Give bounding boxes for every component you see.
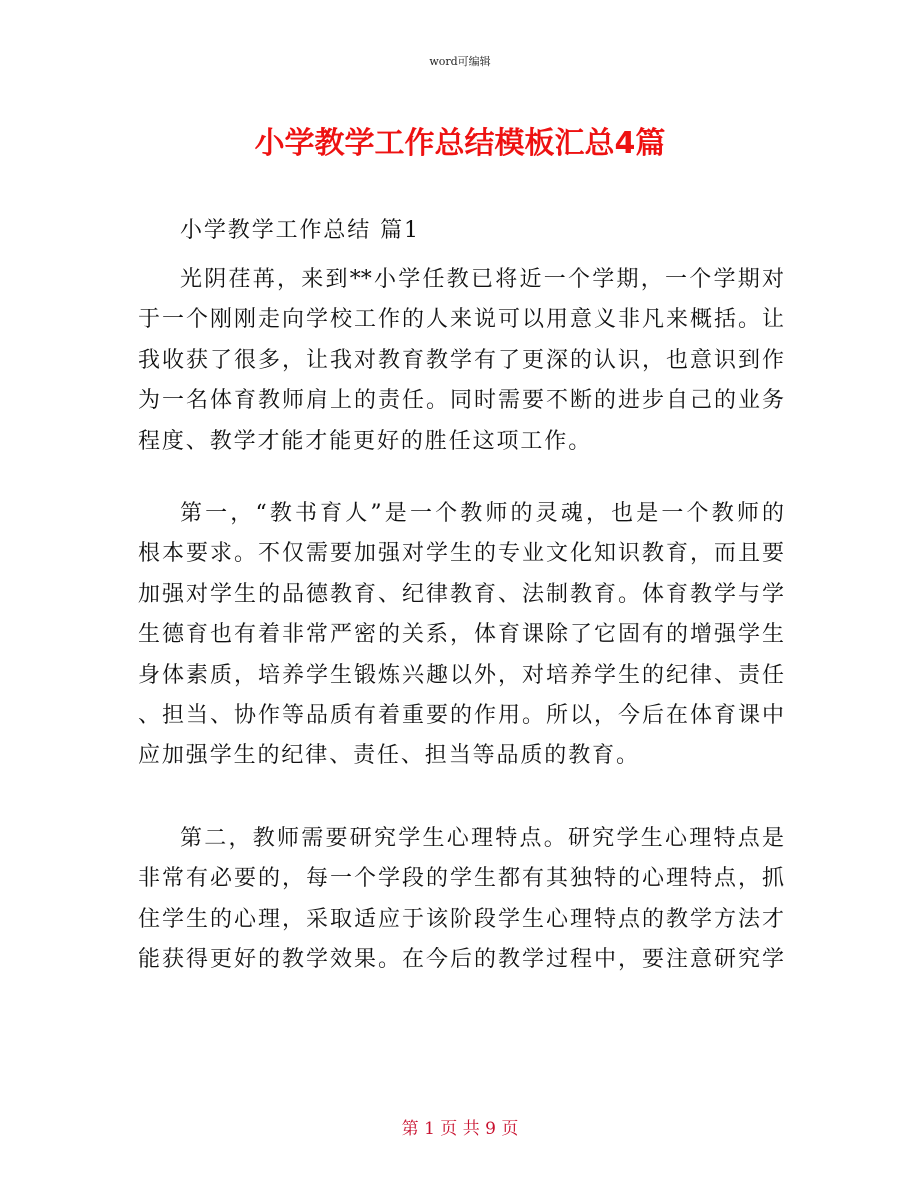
paragraph-line: 能获得更好的教学效果。在今后的教学过程中，要注意研究学 xyxy=(138,947,784,973)
paragraph-line: 于一个刚刚走向学校工作的人来说可以用意义非凡来概括。让 xyxy=(138,307,784,333)
section-heading: 小学教学工作总结 篇1 xyxy=(180,218,420,243)
paragraph-line: 住学生的心理，采取适应于该阶段学生心理特点的教学方法才 xyxy=(138,906,784,932)
paragraph-line: 非常有必要的，每一个学段的学生都有其独特的心理特点，抓 xyxy=(138,866,784,892)
paragraph-line: 、担当、协作等品质有着重要的作用。所以，今后在体育课中 xyxy=(138,703,784,728)
paragraph-line: 第一，“教书育人”是一个教师的灵魂，也是一个教师的 xyxy=(180,501,784,526)
paragraph-line: 第二，教师需要研究学生心理特点。研究学生心理特点是 xyxy=(180,826,784,851)
paragraph-line: 应加强学生的纪律、责任、担当等品质的教育。 xyxy=(138,743,640,769)
document-title: 小学教学工作总结模板汇总4篇 xyxy=(254,126,666,161)
paragraph-line: 程度、教学才能才能更好的胜任这项工作。 xyxy=(138,428,593,454)
paragraph-line: 我收获了很多，让我对教育教学有了更深的认识，也意识到作 xyxy=(138,347,784,373)
paragraph-line: 身体素质，培养学生锻炼兴趣以外，对培养学生的纪律、责任 xyxy=(138,662,784,688)
page-footer: 第 1 页 共 9 页 xyxy=(401,1119,519,1139)
paragraph-line: 为一名体育教师肩上的责任。同时需要不断的进步自己的业务 xyxy=(138,388,784,414)
paragraph-line: 生德育也有着非常严密的关系，体育课除了它固有的增强学生 xyxy=(138,622,784,648)
page-header: word可编辑 xyxy=(429,55,491,68)
paragraph-line: 光阴荏苒，来到**小学任教已将近一个学期，一个学期对 xyxy=(180,267,784,292)
paragraph-line: 根本要求。不仅需要加强对学生的专业文化知识教育，而且要 xyxy=(138,541,784,567)
paragraph-line: 加强对学生的品德教育、纪律教育、法制教育。体育教学与学 xyxy=(138,581,784,607)
